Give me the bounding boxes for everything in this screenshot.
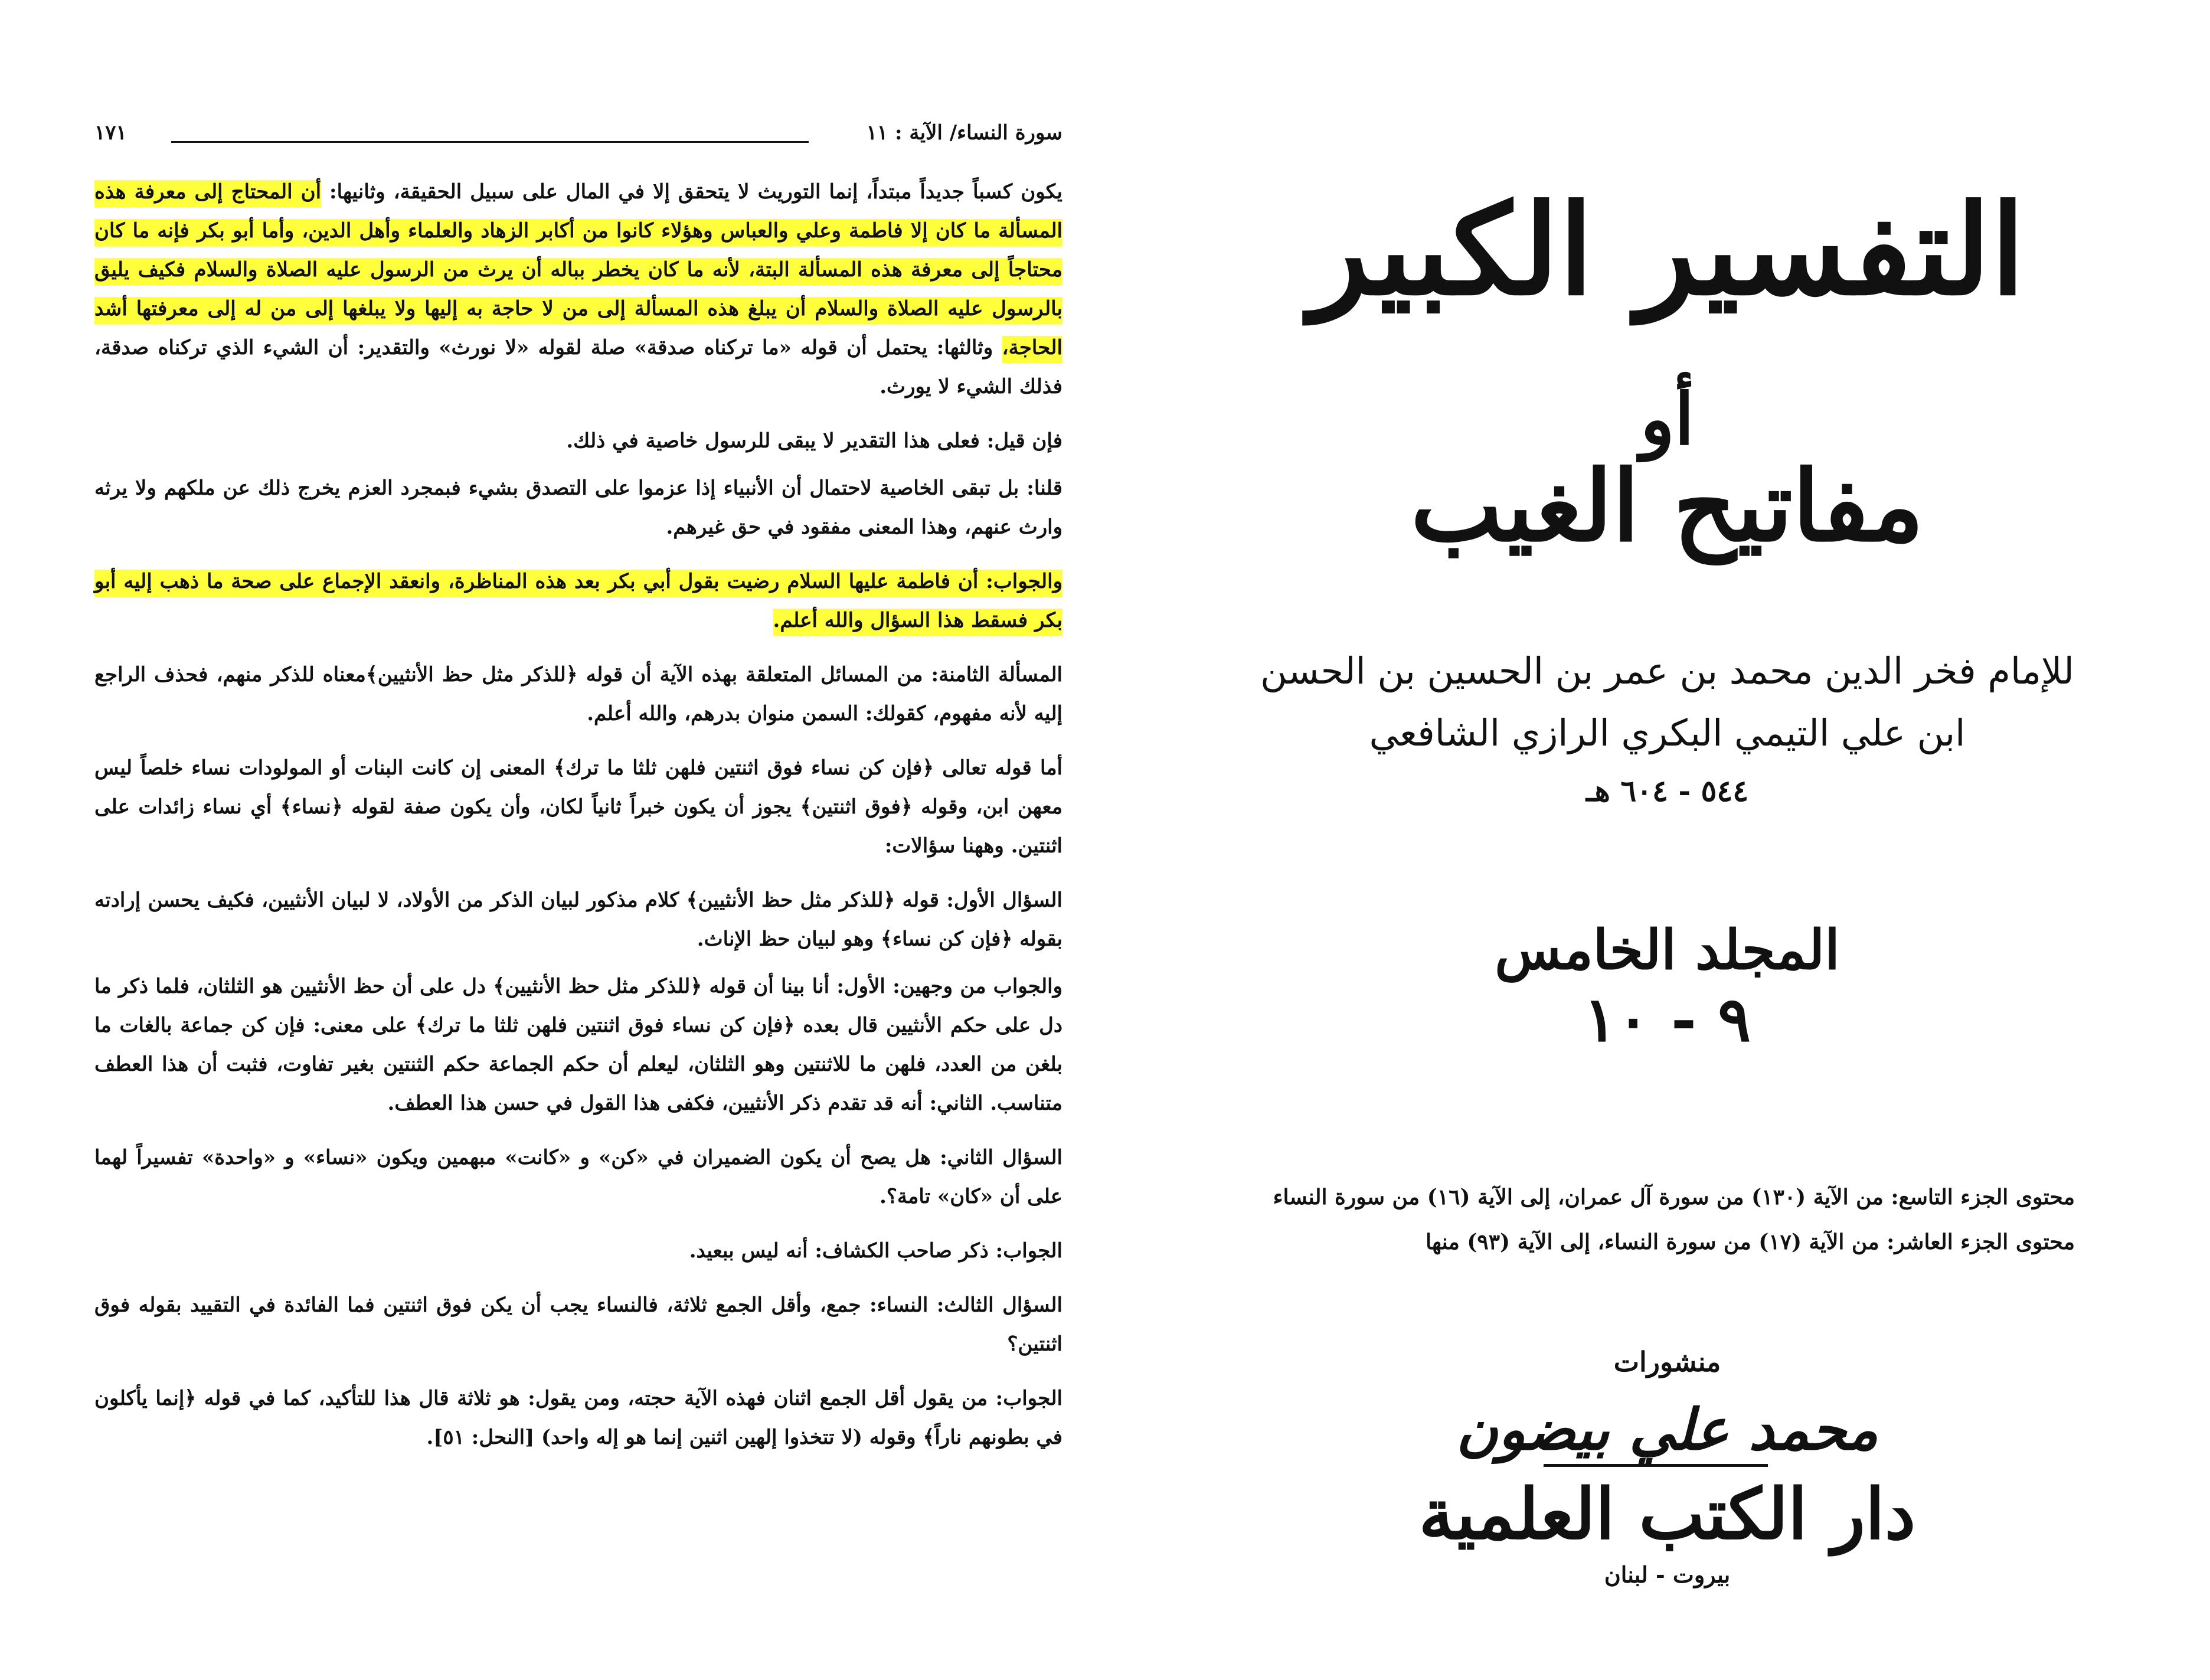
paragraph: السؤال الأول: قوله ﴿للذكر مثل حظ الأنثيين﴾ كلام مذكور لبيان الذكر من الأولاد، لا لبيان الأنثيين، فكيف يحسن إرادته بقوله ﴿فإن كن نساء﴾ وهو لبيان حظ الإناث.	[94, 888, 1062, 951]
paragraph: المسألة الثامنة: من المسائل المتعلقة بهذه الآية أن قوله ﴿للذكر مثل حظ الأنثيين﴾معناه للذكر منهم، فحذف الراجع إليه لأنه مفهوم، كقولك: السمن منوان بدرهم، والله أعلم.	[94, 663, 1062, 725]
publisher-name: محمد علي بيضون	[1456, 1396, 1878, 1463]
title-conjunction: أو	[1640, 378, 1695, 461]
contents-row: محتوى الجزء العاشر: من الآية (١٧) من سورة النساء، إلى الآية (٩٣) منها	[1426, 1230, 2075, 1254]
page-number: ١٧١	[94, 121, 127, 145]
paragraph: يكون كسباً جديداً مبتداً، إنما التوريث لا يتحقق إلا في المال على سبيل الحقيقة، وثانيها: أن المحتاج إلى معرفة هذه المسألة ما كان إلا فاطمة وعلي والعباس وهؤلاء كانوا من أكابر الزهاد والعلماء وأهل الدين، وأما أبو بكر فإنه ما كان محتاجاً إلى معرفة هذه المسألة البتة، لأنه ما كان يخطر بباله أن يرث من الرسول عليه الصلاة والسلام فكيف يليق بالرسول عليه الصلاة والسلام أن يبلغ هذه المسألة إلى من لا حاجة به إليها ولا يبلغها إلى من له إلى معرفتها أشد الحاجة، وثالثها: يحتمل أن قوله «ما تركناه صدقة» صلة لقوله «لا نورث» والتقدير: أن الشيء الذي تركناه صدقة، فذلك الشيء لا يورث.	[94, 180, 1062, 398]
publisher-label: منشورات	[1613, 1346, 1721, 1378]
paragraph: الجواب: من يقول أقل الجمع اثنان فهذه الآية حجته، ومن يقول: هو ثلاثة قال هذا للتأكيد، كما في قوله ﴿إنما يأكلون في بطونهم ناراً﴾ وقوله (لا تتخذوا إلهين اثنين إنما هو إله واحد) [النحل: ٥١].	[94, 1387, 1062, 1449]
contents-row: محتوى الجزء التاسع: من الآية (١٣٠) من سورة آل عمران، إلى الآية (١٦) من سورة النساء	[1273, 1185, 2075, 1210]
paragraph: قلنا: بل تبقى الخاصية لاحتمال أن الأنبياء إذا عزموا على التصدق بشيء فبمجرد العزم يخرج ذلك عن ملكهم ولا يرثه وارث عنهم، وهذا المعنى مفقود في حق غيرهم.	[94, 476, 1062, 539]
volume-contents	[1207, 1175, 2075, 1264]
paragraph: أما قوله تعالى ﴿فإن كن نساء فوق اثنتين فلهن ثلثا ما ترك﴾ المعنى إن كانت البنات أو المولودات نساء خلصاً ليس معهن ابن، وقوله ﴿فوق اثنتين﴾ يجوز أن يكون خبراً ثانياً لكان، وأن يكون صفة لقوله ﴿نساء﴾ أي نساء زائدات على اثنتين. وههنا سؤالات:	[94, 756, 1062, 858]
right-page	[1124, 0, 2210, 1680]
highlighted-passage: والجواب: أن فاطمة عليها السلام رضيت بقول أبي بكر بعد هذه المناظرة، وانعقد الإجماع على صحة ما ذهب إليه أبو بكر فسقط هذا السؤال والله أعلم.	[94, 570, 1062, 632]
sura-reference: سورة النساء/ الآية : ١١	[866, 121, 1062, 145]
paragraph: السؤال الثاني: هل يصح أن يكون الضميران في «كن» و «كانت» مبهمين ويكون «نساء» و «واحدة» تفسيراً لهما على أن «كان» تامة؟.	[94, 1146, 1062, 1208]
paragraph: فإن قيل: فعلى هذا التقدير لا يبقى للرسول خاصية في ذلك.	[566, 429, 1062, 453]
running-header	[94, 121, 1062, 156]
volume-label: المجلد الخامس	[1495, 918, 1840, 982]
paragraph: والجواب من وجهين: الأول: أنا بينا أن قوله ﴿للذكر مثل حظ الأنثيين﴾ دل على أن حظ الأنثيين هو الثلثان، فلما ذكر ما دل على حكم الأنثيين قال بعده ﴿فإن كن نساء فوق اثنتين فلهن ثلثا ما ترك﴾ على معنى: فإن كن جماعة بالغات ما بلغن من العدد، فلهن ما للاثنتين وهو الثلثان، ليعلم أن حكم الجماعة حكم الثنتين بغير تفاوت، فثبت أن هذا العطف متناسب. الثاني: أنه قد تقدم ذكر الأنثيين، فكفى هذا القول في حسن هذا العطف.	[94, 975, 1062, 1115]
author-line-1: للإمام فخر الدين محمد بن عمر بن الحسين بن الحسن	[1260, 649, 2074, 692]
publisher-city: بيروت - لبنان	[1604, 1561, 1731, 1588]
volume-parts: ٩ - ١٠	[1583, 983, 1751, 1055]
paragraph: السؤال الثالث: النساء: جمع، وأقل الجمع ثلاثة، فالنساء يجب أن يكن فوق اثنتين فما الفائدة في التقييد بقوله فوق اثنتين؟	[94, 1293, 1062, 1356]
highlighted-passage: أن المحتاج إلى معرفة هذه المسألة ما كان إلا فاطمة وعلي والعباس وهؤلاء كانوا من أكابر الزهاد والعلماء وأهل الدين، وأما أبو بكر فإنه ما كان محتاجاً إلى معرفة هذه المسألة البتة، لأنه ما كان يخطر بباله أن يرث من الرسول عليه الصلاة والسلام فكيف يليق بالرسول عليه الصلاة والسلام أن يبلغ هذه المسألة إلى من لا حاجة به إليها ولا يبلغها إلى من له إلى معرفتها أشد الحاجة،	[94, 180, 1062, 359]
body-text	[94, 172, 1062, 1465]
book-title: التفسير الكبير	[1309, 177, 2025, 323]
publisher-rule	[1544, 1464, 1768, 1467]
book-subtitle: مفاتيح الغيب	[1410, 449, 1924, 563]
author-line-2: ابن علي التيمي البكري الرازي الشافعي	[1369, 711, 1966, 754]
publisher-house: دار الكتب العلمية	[1418, 1473, 1916, 1555]
paragraph: الجواب: ذكر صاحب الكشاف: أنه ليس ببعيد.	[689, 1239, 1062, 1263]
header-rule	[171, 141, 809, 143]
paragraph	[94, 562, 1062, 640]
author-dates: ٥٤٤ - ٦٠٤ هـ	[1585, 773, 1749, 808]
